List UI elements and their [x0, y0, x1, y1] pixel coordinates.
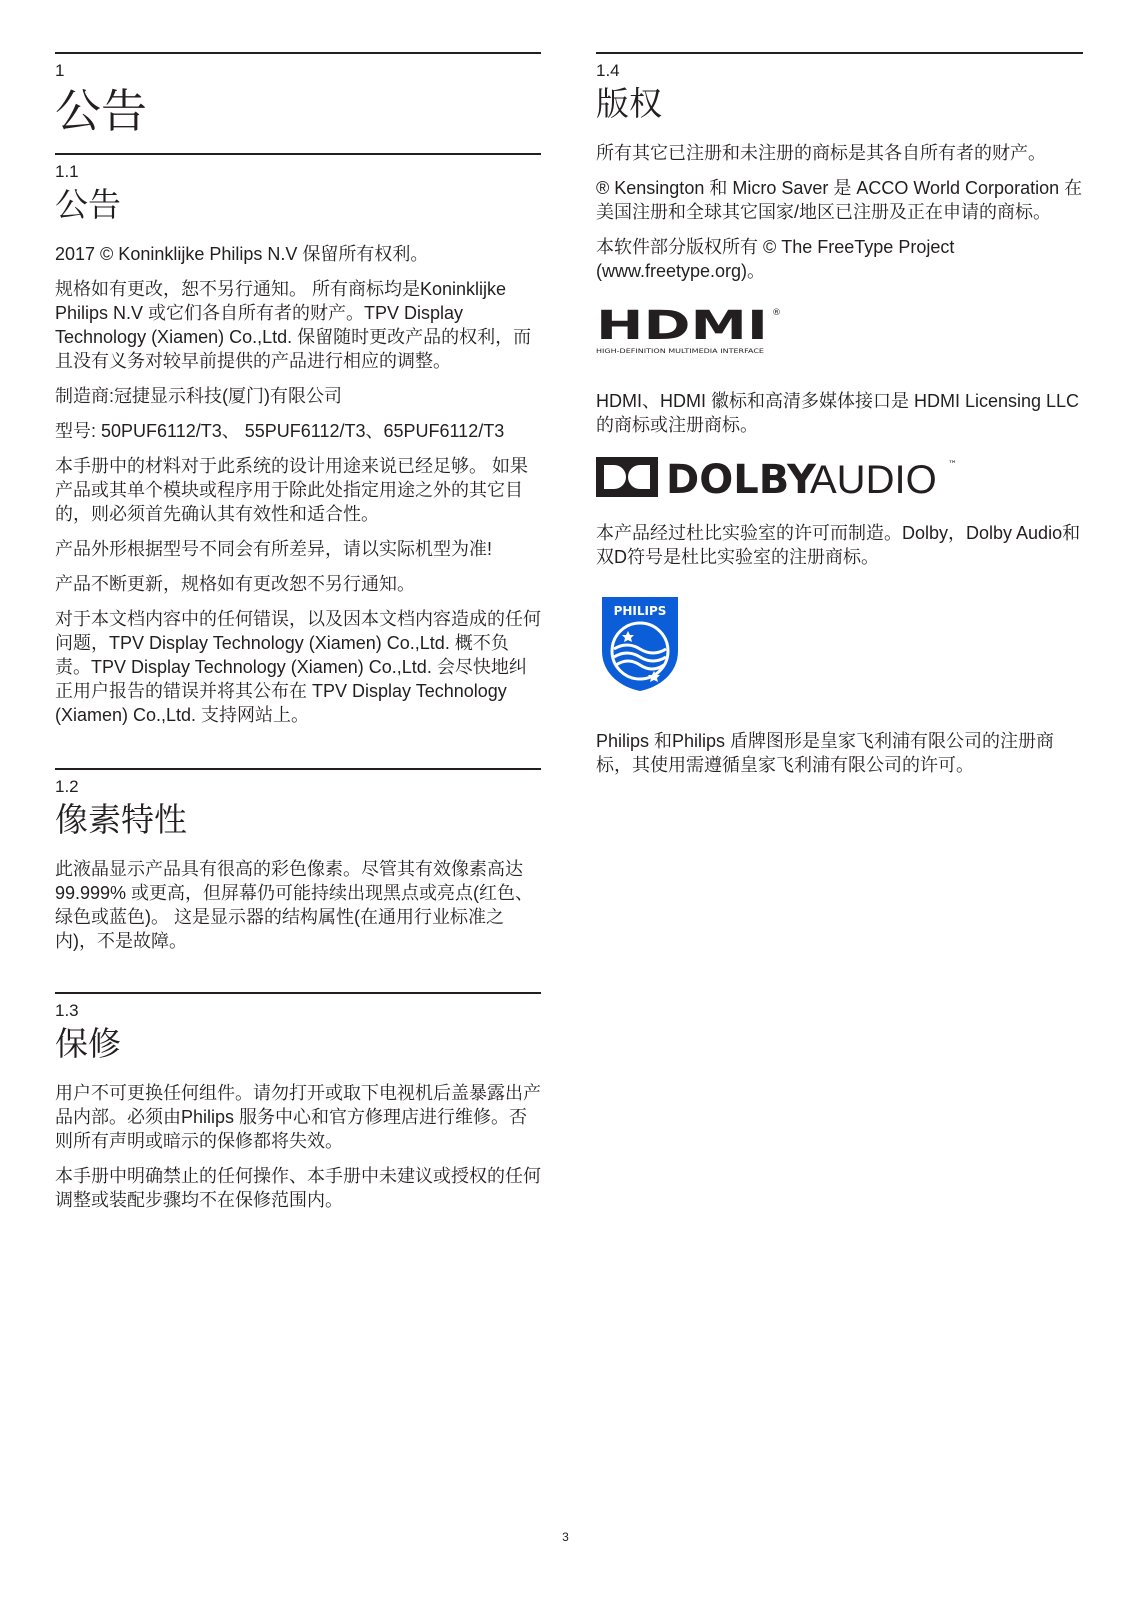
- section-title: 公告: [55, 185, 121, 224]
- paragraph: 本产品经过杜比实验室的许可而制造。Dolby，Dolby Audio和双D符号是杜比实验室的注册商标。: [596, 523, 1081, 567]
- section-rule: [55, 153, 541, 155]
- dolby-logo-tm: ™: [948, 460, 957, 470]
- paragraph: 本手册中明确禁止的任何操作、本手册中未建议或授权的任何调整或装配步骤均不在保修范围内。: [55, 1166, 541, 1210]
- dolby-audio-logo: [596, 453, 976, 501]
- paragraph: 产品外形根据型号不同会有所差异，请以实际机型为准!: [55, 539, 492, 559]
- paragraph: 规格如有更改，恕不另行通知。 所有商标均是Koninklijke Philips N.V 或它们各自所有者的财产。TPV Display Technology (Xiamen) Co.,Ltd. 保留随时更改产品的权利，而且没有义务对较早前提供的产品进行相应的调整。: [55, 279, 532, 371]
- page-number: 3: [562, 1530, 569, 1544]
- paragraph: Philips 和Philips 盾牌图形是皇家飞利浦有限公司的注册商标，其使用需遵循皇家飞利浦有限公司的许可。: [596, 731, 1055, 775]
- section-rule: [596, 52, 1083, 54]
- section-rule: [55, 992, 541, 994]
- section-title: 像素特性: [55, 800, 187, 839]
- paragraph: 本软件部分版权所有 © The FreeType Project (www.freetype.org)。: [596, 237, 955, 281]
- paragraph: 2017 © Koninklijke Philips N.V 保留所有权利。: [55, 244, 429, 264]
- paragraph: 此液晶显示产品具有很高的彩色像素。尽管其有效像素高达 99.999% 或更高，但屏幕仍可能持续出现黑点或亮点(红色、绿色或蓝色)。 这是显示器的结构属性(在通用行业标准之内)，不是故障。: [55, 859, 534, 951]
- left-column: [55, 52, 541, 1223]
- hdmi-logo-reg: ®: [772, 308, 781, 318]
- section-rule: [55, 768, 541, 770]
- section-number: 1.4: [596, 61, 620, 80]
- chapter-number: 1: [55, 61, 65, 80]
- section-title: 保修: [55, 1024, 121, 1063]
- philips-shield-logo: [598, 593, 682, 693]
- section-number: 1.2: [55, 777, 79, 796]
- paragraph: ® Kensington 和 Micro Saver 是 ACCO World Corporation 在美国注册和全球其它国家/地区已注册及正在申请的商标。: [596, 178, 1083, 222]
- paragraph: 用户不可更换任何组件。请勿打开或取下电视机后盖暴露出产品内部。必须由Philips 服务中心和官方修理店进行维修。否则所有声明或暗示的保修都将失效。: [55, 1083, 541, 1151]
- paragraph: HDMI、HDMI 徽标和高清多媒体接口是 HDMI Licensing LLC 的商标或注册商标。: [596, 391, 1080, 435]
- paragraph: 型号: 50PUF6112/T3、 55PUF6112/T3、65PUF6112/T3: [55, 421, 505, 441]
- chapter-title: 公告: [55, 84, 147, 138]
- paragraph: 制造商:冠捷显示科技(厦门)有限公司: [55, 386, 342, 406]
- hdmi-logo-text: HDMI: [596, 303, 768, 349]
- dolby-logo-word2: AUDIO: [810, 458, 937, 501]
- paragraph: 对于本文档内容中的任何错误，以及因本文档内容造成的任何问题，TPV Display Technology (Xiamen) Co.,Ltd. 概不负责。TPV Display Technology (Xiamen) Co.,Ltd. 会尽快地纠正用户报告的错误并将其公布在 TPV Display Technology (Xiamen) Co.,Ltd. 支持网站上。: [55, 609, 541, 725]
- hdmi-logo-subtitle: HIGH-DEFINITION MULTIMEDIA INTERFACE: [596, 348, 765, 355]
- section-number: 1.1: [55, 162, 79, 181]
- right-column: [596, 52, 1083, 788]
- hdmi-logo: [596, 303, 786, 359]
- paragraph: 本手册中的材料对于此系统的设计用途来说已经足够。 如果产品或其单个模块或程序用于除此处指定用途之外的其它目的，则必须首先确认其有效性和适合性。: [55, 456, 528, 524]
- philips-logo-text: PHILIPS: [613, 604, 667, 618]
- dolby-logo-word1: DOLBY: [666, 457, 816, 501]
- section-number: 1.3: [55, 1001, 79, 1020]
- section-title: 版权: [596, 84, 662, 123]
- paragraph: 产品不断更新，规格如有更改恕不另行通知。: [55, 574, 415, 594]
- paragraph: 所有其它已注册和未注册的商标是其各自所有者的财产。: [596, 143, 1046, 163]
- chapter-rule: [55, 52, 541, 54]
